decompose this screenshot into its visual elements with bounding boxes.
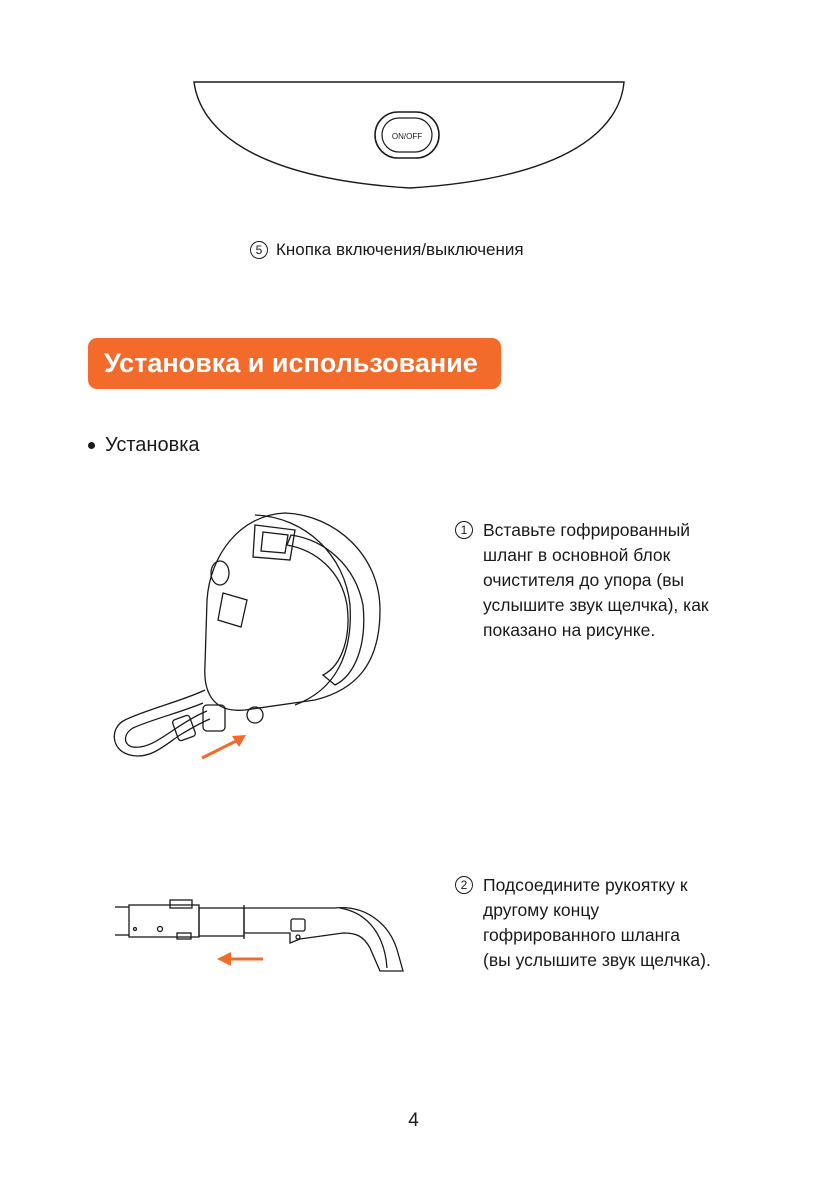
step-1-text bbox=[483, 518, 709, 643]
on-off-button-label: ON/OFF bbox=[391, 132, 423, 141]
step-1-number: 1 bbox=[455, 521, 473, 539]
step-2-line: (вы услышите звук щелчка). bbox=[483, 950, 711, 970]
step-2-line: другому концу bbox=[483, 900, 600, 920]
step-1-line: показано на рисунке. bbox=[483, 620, 656, 640]
step-1-line: Вставьте гофрированный bbox=[483, 520, 691, 540]
page-number: 4 bbox=[408, 1110, 419, 1131]
caption-number: 5 bbox=[250, 241, 268, 259]
connect-direction-arrow bbox=[215, 948, 267, 970]
step-1-line: шланг в основной блок bbox=[483, 545, 671, 565]
insert-direction-arrow bbox=[198, 732, 250, 762]
step-2-number: 2 bbox=[455, 876, 473, 894]
bullet-installation bbox=[88, 434, 200, 457]
bullet-dot bbox=[88, 442, 95, 449]
caption-text: Кнопка включения/выключения bbox=[276, 240, 524, 259]
step-1-line: услышите звук щелчка), как bbox=[483, 595, 709, 615]
caption-power-button bbox=[250, 240, 524, 260]
control-panel-illustration bbox=[190, 78, 630, 193]
main-unit-with-hose-illustration bbox=[105, 505, 395, 770]
step-2-line: Подсоедините рукоятку к bbox=[483, 875, 688, 895]
step-1-line: очистителя до упора (вы bbox=[483, 570, 685, 590]
step-2 bbox=[455, 873, 711, 973]
section-header: Установка и использование bbox=[88, 338, 501, 389]
step-1 bbox=[455, 518, 709, 643]
step-2-line: гофрированного шланга bbox=[483, 925, 680, 945]
step-2-text bbox=[483, 873, 711, 973]
bullet-text: Установка bbox=[105, 434, 200, 456]
